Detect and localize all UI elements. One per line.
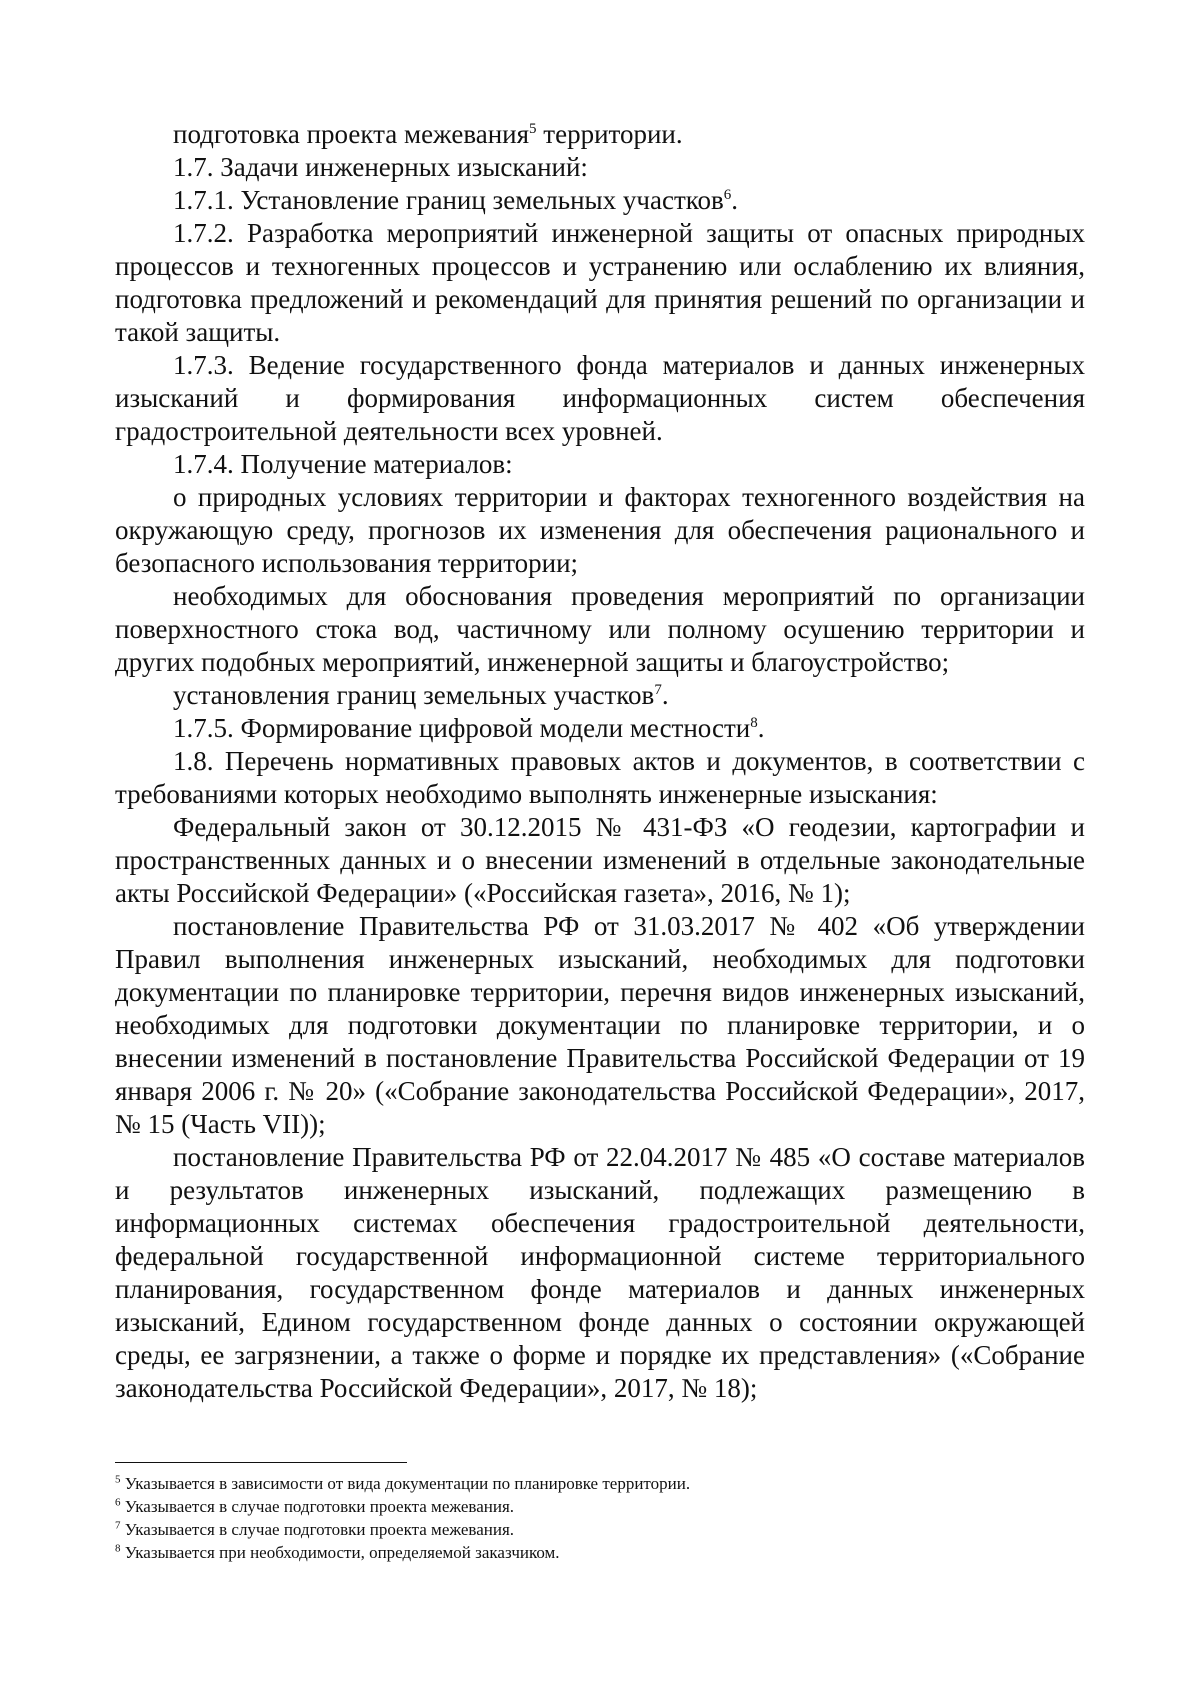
footnote-ref: 8 xyxy=(750,715,758,731)
paragraph: 1.7.5. Формирование цифровой модели местности$^8$. xyxy=(173,713,765,743)
footnote: $^7$ Указывается в случае подготовки проекта межевания. xyxy=(115,1519,515,1539)
footnote-number: 8 xyxy=(115,1542,121,1555)
paragraph: 1.8. Перечень нормативных правовых актов и документов, в соответствии с требованиями которых необходимо выполнять инженерные изыскания: xyxy=(115,746,1085,809)
document-body xyxy=(115,118,1085,1405)
footnote: $^5$ Указывается в зависимости от вида документации по планировке территории. xyxy=(115,1473,691,1493)
paragraph: постановление Правительства РФ от 31.03.2017 № 402 «Об утверждении Правил выполнения инженерных изысканий, необходимых для подготовки документации по планировке территории, перечня видов инженерных изысканий, необходимых для подготовки документации по планировке территории, и о внесении изменений в постановление Правительства Российской Федерации от 19 января 2006 г. № 20» («Собрание законодательства Российской Федерации», 2017, № 15 (Часть VII)); xyxy=(115,911,1085,1139)
paragraph: необходимых для обоснования проведения мероприятий по организации поверхностного стока вод, частичному или полному осушению территории и других подобных мероприятий, инженерной защиты и благоустройство; xyxy=(115,581,1085,677)
paragraph: 1.7.3. Ведение государственного фонда материалов и данных инженерных изысканий и формирования информационных систем обеспечения градостроительной деятельности всех уровней. xyxy=(115,350,1085,446)
paragraph: подготовка проекта межевания$^5$ территории. xyxy=(173,119,683,149)
paragraph: установления границ земельных участков$^7$. xyxy=(173,680,669,710)
footnote-number: 6 xyxy=(115,1496,121,1509)
paragraph: 1.7.4. Получение материалов: xyxy=(173,449,513,479)
footnote-separator xyxy=(115,1462,407,1463)
footnotes xyxy=(115,1472,1085,1564)
footnote: $^6$ Указывается в случае подготовки проекта межевания. xyxy=(115,1496,515,1516)
paragraph: о природных условиях территории и факторах техногенного воздействия на окружающую среду, прогнозов их изменения для обеспечения рационального и безопасного использования территории; xyxy=(115,482,1085,578)
paragraph: 1.7.2. Разработка мероприятий инженерной защиты от опасных природных процессов и техногенных процессов и устранению или ослаблению их влияния, подготовка предложений и рекомендаций для принятия решений по организации и такой защиты. xyxy=(115,218,1085,347)
footnote: $^8$ Указывается при необходимости, определяемой заказчиком. xyxy=(115,1542,560,1562)
footnote-ref: 6 xyxy=(723,187,732,203)
footnote-number: 7 xyxy=(115,1519,121,1532)
paragraph: Федеральный закон от 30.12.2015 № 431-ФЗ «О геодезии, картографии и пространственных данных и о внесении изменений в отдельные законодательные акты Российской Федерации» («Российская газета», 2016, № 1); xyxy=(115,812,1085,908)
footnote-number: 5 xyxy=(115,1473,121,1486)
paragraph: 1.7. Задачи инженерных изысканий: xyxy=(173,152,588,182)
paragraph: 1.7.1. Установление границ земельных участков$^6$. xyxy=(173,185,738,215)
footnote-ref: 7 xyxy=(654,682,662,698)
footnote-ref: 5 xyxy=(529,121,537,137)
paragraph: постановление Правительства РФ от 22.04.2017 № 485 «О составе материалов и результатов инженерных изысканий, подлежащих размещению в информационных системах обеспечения градостроительной деятельности, федеральной государственной информационной системе территориального планирования, государственном фонде материалов и данных инженерных изысканий, Едином государственном фонде данных о состоянии окружающей среды, ее загрязнении, а также о форме и порядке их представления» («Собрание законодательства Российской Федерации», 2017, № 18); xyxy=(115,1142,1085,1403)
